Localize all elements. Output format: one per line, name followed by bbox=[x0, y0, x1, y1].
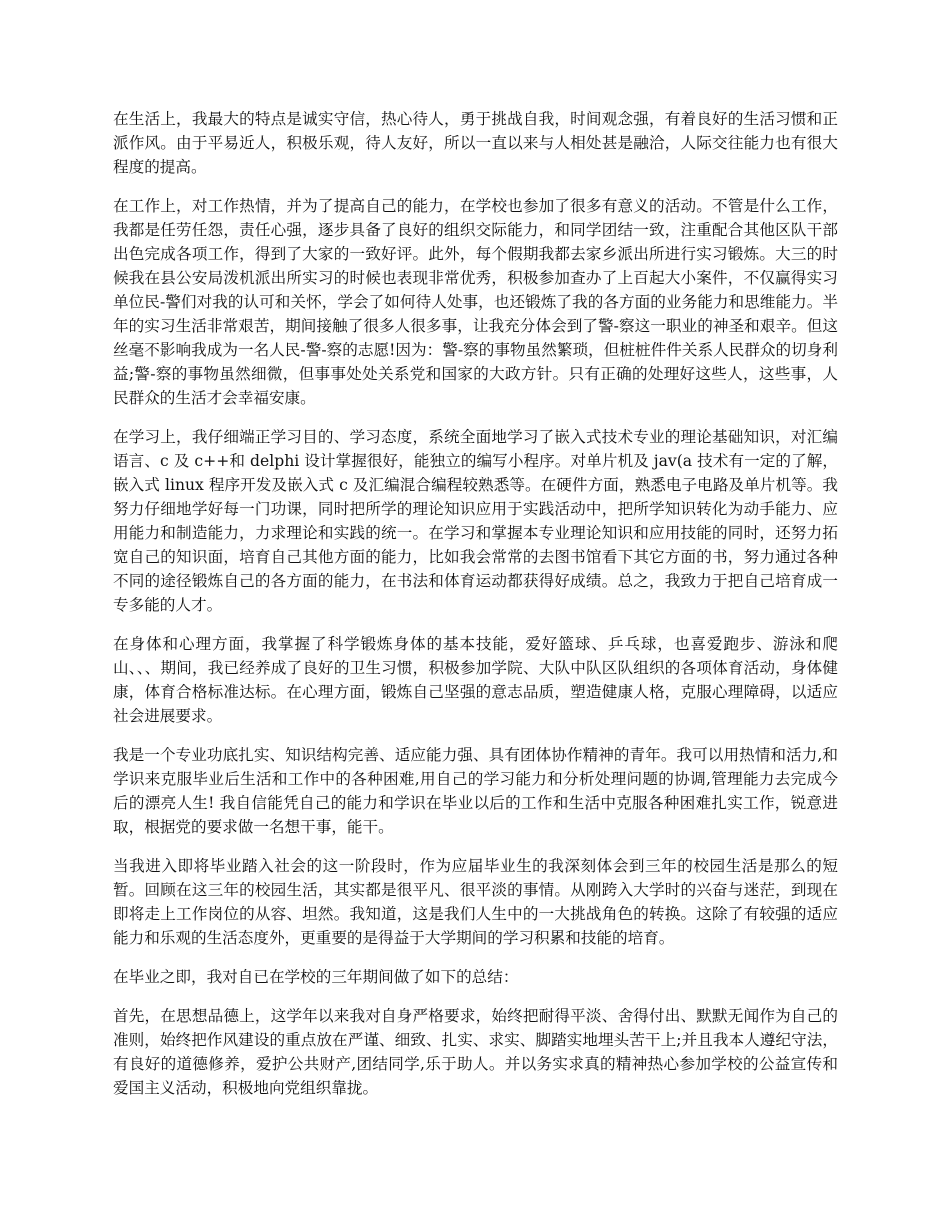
paragraph-self-assessment: 我是一个专业功底扎实、知识结构完善、适应能力强、具有团体协作精神的青年。我可以用热情和活力,和学识来克服毕业后生活和工作中的各种困难,用自己的学习能力和分析处理问题的协调,管理能力去完成今后的漂亮人生! 我自信能凭自己的能力和学识在毕业以后的工作和生活中克服各种困难扎实工作，锐意进取，根据党的要求做一名想干事，能干。 bbox=[113, 746, 838, 836]
document-body bbox=[113, 107, 838, 1115]
paragraph-life: 在生活上，我最大的特点是诚实守信，热心待人，勇于挑战自我，时间观念强，有着良好的生活习惯和正派作风。由于平易近人，积极乐观，待人友好，所以一直以来与人相处甚是融洽，人际交往能力也有很大程度的提高。 bbox=[113, 110, 838, 176]
paragraph-work: 在工作上，对工作热情，并为了提高自己的能力，在学校也参加了很多有意义的活动。不管是什么工作，我都是任劳任怨，责任心强，逐步具备了良好的组织交际能力，和同学团结一致，注重配合其他区队干部出色完成各项工作，得到了大家的一致好评。此外，每个假期我都去家乡派出所进行实习锻炼。大三的时候我在县公安局泼机派出所实习的时候也表现非常优秀，积极参加查办了上百起大小案件，不仅赢得实习单位民-警们对我的认可和关怀，学会了如何待人处事，也还锻炼了我的各方面的业务能力和思维能力。半年的实习生活非常艰苦，期间接触了很多人很多事，让我充分体会到了警-察这一职业的神圣和艰辛。但这丝毫不影响我成为一名人民-警-察的志愿!因为：警-察的事物虽然繁琐，但桩桩件件关系人民群众的切身利益;警-察的事物虽然细微，但事事处处关系党和国家的大政方针。只有正确的处理好这些人，这些事，人民群众的生活才会幸福安康。 bbox=[113, 197, 838, 407]
paragraph-ideology: 首先，在思想品德上，这学年以来我对自身严格要求，始终把耐得平淡、舍得付出、默默无闻作为自己的准则，始终把作风建设的重点放在严谨、细致、扎实、求实、脚踏实地埋头苦干上;并且我本人遵纪守法，有良好的道德修养，爱护公共财产,团结同学,乐于助人。并以务实求真的精神热心参加学校的公益宣传和爱国主义活动，积极地向党组织靠拢。 bbox=[113, 1007, 838, 1097]
paragraph-health: 在身体和心理方面，我掌握了科学锻炼身体的基本技能，爱好篮球、乒乓球，也喜爱跑步、游泳和爬山、、、期间，我已经养成了良好的卫生习惯，积极参加学院、大队中队区队组织的各项体育活动，身体健康，体育合格标准达标。在心理方面，锻炼自己坚强的意志品质，塑造健康人格，克服心理障碍，以适应社会进展要求。 bbox=[113, 635, 838, 725]
paragraph-summary-intro: 在毕业之即，我对自已在学校的三年期间做了如下的总结： bbox=[113, 968, 519, 986]
paragraph-study: 在学习上，我仔细端正学习目的、学习态度，系统全面地学习了嵌入式技术专业的理论基础知识，对汇编语言、c 及 c++和 delphi 设计掌握很好，能独立的编写小程序。对单片机及 jav(a 技术有一定的了解，嵌入式 linux 程序开发及嵌入式 c 及汇编混合编程较熟悉等。在硬件方面，熟悉电子电路及单片机等。我努力仔细地学好每一门功课，同时把所学的理论知识应用于实践活动中，把所学知识转化为动手能力、应用能力和制造能力，力求理论和实践的统一。在学习和掌握本专业理论知识和应用技能的同时，还努力拓宽自己的知识面，培育自己其他方面的能力，比如我会常常的去图书馆看下其它方面的书，努力通过各种不同的途径锻炼自己的各方面的能力，在书法和体育运动都获得好成绩。总之，我致力于把自己培育成一专多能的人才。 bbox=[113, 428, 838, 614]
paragraph-graduation: 当我进入即将毕业踏入社会的这一阶段时，作为应届毕业生的我深刻体会到三年的校园生活是那么的短暂。回顾在这三年的校园生活，其实都是很平凡、很平淡的事情。从刚跨入大学时的兴奋与迷茫，到现在即将走上工作岗位的从容、坦然。我知道，这是我们人生中的一大挑战角色的转换。这除了有较强的适应能力和乐观的生活态度外，更重要的是得益于大学期间的学习积累和技能的培育。 bbox=[113, 857, 838, 947]
